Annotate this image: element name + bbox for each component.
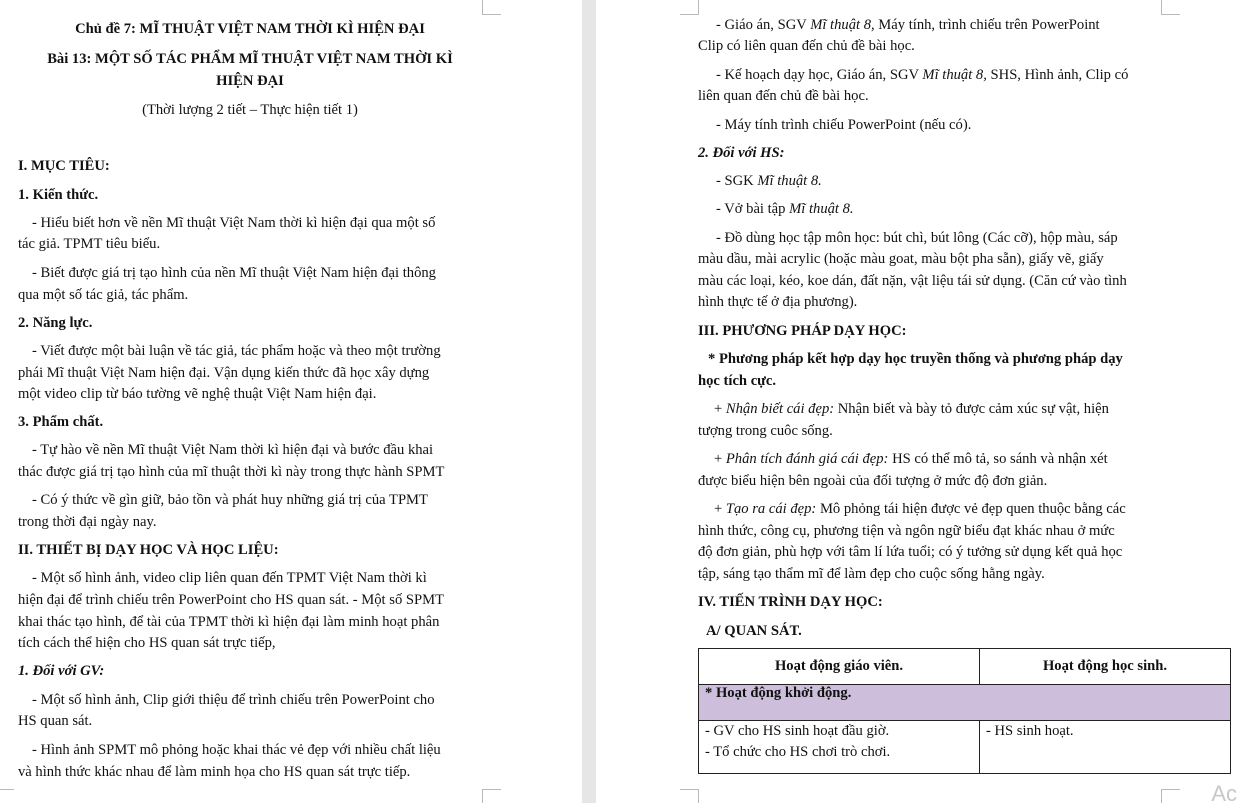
knowledge-1: - Hiểu biết hơn về nền Mĩ thuật Việt Nam thời kì hiện đại qua một số bbox=[32, 215, 436, 231]
student-2: - Vở bài tập Mĩ thuật 8. bbox=[716, 201, 854, 217]
crop-mark bbox=[680, 0, 699, 15]
student-activity-line: - HS sinh hoạt. bbox=[986, 723, 1074, 739]
knowledge-2-cont: qua một số tác giả, tác phẩm. bbox=[18, 287, 189, 303]
teacher-activity-line: - Tổ chức cho HS chơi trò chơi. bbox=[705, 744, 891, 760]
equipment-1: - Một số hình ảnh, video clip liên quan đến TPMT Việt Nam thời kì bbox=[32, 570, 427, 586]
equipment-1-cont3: tích cách thể hiện cho HS quan sát trực tiếp, bbox=[18, 635, 276, 651]
student-1: - SGK Mĩ thuật 8. bbox=[716, 173, 822, 189]
resource-2-cont: liên quan đến chủ đề bài học. bbox=[698, 88, 869, 104]
resource-1: - Giáo án, SGV Mĩ thuật 8, Máy tính, trình chiếu trên PowerPoint bbox=[716, 17, 1100, 33]
teacher-1: - Một số hình ảnh, Clip giới thiệu để trình chiếu trên PowerPoint cho bbox=[32, 692, 435, 708]
method-1-cont: học tích cực. bbox=[698, 373, 777, 389]
heading-ability: 2. Năng lực. bbox=[18, 315, 93, 331]
crop-mark bbox=[0, 789, 14, 803]
method-4-cont3: tập, sáng tạo thẩm mĩ để làm đẹp cho cuộc sống hằng ngày. bbox=[698, 566, 1045, 582]
resource-3: - Máy tính trình chiếu PowerPoint (nếu có). bbox=[716, 117, 972, 133]
crop-mark bbox=[1161, 789, 1180, 803]
crop-mark bbox=[680, 789, 699, 803]
section-objectives: I. MỤC TIÊU: bbox=[18, 158, 110, 174]
watermark-text: Ac bbox=[1211, 781, 1237, 803]
student-3-cont3: hình thực tế ở địa phương). bbox=[698, 294, 858, 310]
lesson-title-cont: HIỆN ĐẠI bbox=[216, 73, 284, 89]
col-header-student: Hoạt động học sinh. bbox=[980, 649, 1231, 685]
heading-for-teacher: 1. Đối với GV: bbox=[18, 663, 105, 679]
col-header-teacher: Hoạt động giáo viên. bbox=[699, 649, 980, 685]
equipment-1-cont: hiện đại để trình chiếu trên PowerPoint cho HS quan sát. - Một số SPMT bbox=[18, 592, 445, 608]
resource-2: - Kế hoạch dạy học, Giáo án, SGV Mĩ thuật 8, SHS, Hình ảnh, Clip có bbox=[716, 67, 1129, 83]
equipment-1-cont2: khai thác tạo hình, để tài của TPMT thời kì hiện đại làm minh hoạt phân bbox=[18, 614, 440, 630]
knowledge-1-cont: tác giả. TPMT tiêu biểu. bbox=[18, 236, 161, 252]
heading-knowledge: 1. Kiến thức. bbox=[18, 187, 99, 203]
ability-1: - Viết được một bài luận về tác giả, tác phẩm hoặc và theo một trường bbox=[32, 343, 441, 359]
teacher-1-cont: HS quan sát. bbox=[18, 713, 93, 729]
page-right bbox=[596, 0, 1241, 803]
student-3: - Đồ dùng học tập môn học: bút chì, bút lông (Các cỡ), hộp màu, sáp bbox=[716, 230, 1118, 246]
section-equipment: II. THIẾT BỊ DẠY HỌC VÀ HỌC LIỆU: bbox=[18, 542, 279, 558]
method-4-cont: hình thức, công cụ, phương tiện và ngôn ngữ biểu đạt khác nhau ở mức bbox=[698, 523, 1115, 539]
method-1: * Phương pháp kết hợp dạy học truyền thống và phương pháp dạy bbox=[708, 351, 1123, 367]
student-3-cont: màu dầu, mài acrylic (hoặc màu goat, màu bột pha sẵn), giấy vẽ, giấy bbox=[698, 251, 1104, 267]
heading-observe: A/ QUAN SÁT. bbox=[706, 623, 802, 639]
method-3: + Phân tích đánh giá cái đẹp: HS có thể mô tả, so sánh và nhận xét bbox=[714, 451, 1108, 467]
section-process: IV. TIẾN TRÌNH DẠY HỌC: bbox=[698, 594, 883, 610]
student-3-cont2: màu các loại, kéo, koe dán, đất nặn, vật liệu tái sử dụng. (Căn cứ vào tình bbox=[698, 273, 1127, 289]
ability-1-cont2: một video clip từ báo tường vẽ nghệ thuật Việt Nam hiện đại. bbox=[18, 386, 377, 402]
crop-mark bbox=[482, 0, 501, 15]
quality-2-cont: trong thời đại ngày nay. bbox=[18, 514, 157, 530]
page-left bbox=[0, 0, 582, 803]
lesson-title: Bài 13: MỘT SỐ TÁC PHẨM MĨ THUẬT VIỆT NAM THỜI KÌ bbox=[47, 51, 453, 67]
activity-band: * Hoạt động khởi động. bbox=[699, 685, 1231, 721]
resource-1-cont: Clip có liên quan đến chủ đề bài học. bbox=[698, 38, 915, 54]
crop-mark bbox=[0, 0, 18, 14]
teacher-activity-cell bbox=[699, 721, 980, 774]
crop-mark bbox=[1161, 0, 1180, 15]
method-4: + Tạo ra cái đẹp: Mô phỏng tái hiện được vẻ đẹp quen thuộc bằng các bbox=[714, 501, 1126, 517]
knowledge-2: - Biết được giá trị tạo hình của nền Mĩ thuật Việt Nam hiện đại thông bbox=[32, 265, 436, 281]
teacher-2-cont: và hình thức khác nhau để làm minh họa cho HS quan sát trực tiếp. bbox=[18, 764, 411, 780]
quality-1: - Tự hào về nền Mĩ thuật Việt Nam thời kì hiện đại và bước đầu khai bbox=[32, 442, 434, 458]
method-2: + Nhận biết cái đẹp: Nhận biết và bày tỏ được cảm xúc sự vật, hiện bbox=[714, 401, 1109, 417]
section-methods: III. PHƯƠNG PHÁP DẠY HỌC: bbox=[698, 323, 907, 339]
teacher-activity-line: - GV cho HS sinh hoạt đầu giờ. bbox=[705, 723, 890, 739]
crop-mark bbox=[482, 789, 501, 803]
student-activity-cell bbox=[980, 721, 1231, 774]
teacher-2: - Hình ảnh SPMT mô phỏng hoặc khai thác vẻ đẹp với nhiều chất liệu bbox=[32, 742, 441, 758]
quality-2: - Có ý thức về gìn giữ, bảo tồn và phát huy những giá trị của TPMT bbox=[32, 492, 428, 508]
quality-1-cont: thác được giá trị tạo hình của mĩ thuật thời kì này trong thực hành SPMT bbox=[18, 464, 445, 480]
method-2-cont: tượng trong cuôc sống. bbox=[698, 423, 833, 439]
ability-1-cont: phái Mĩ thuật Việt Nam hiện đại. Vận dụng kiến thức đã học xây dựng bbox=[18, 365, 430, 381]
heading-for-student: 2. Đối với HS: bbox=[698, 145, 785, 161]
method-3-cont: được biểu hiện bên ngoài của đối tượng ở mức độ đơn giản. bbox=[698, 473, 1048, 489]
activity-table bbox=[698, 648, 1231, 774]
method-4-cont2: độ đơn giản, phù hợp với tâm lí lứa tuổi; có ý tưởng sử dụng kết quả học bbox=[698, 544, 1123, 560]
duration: (Thời lượng 2 tiết – Thực hiện tiết 1) bbox=[142, 102, 358, 118]
chapter-title: Chủ đề 7: MĨ THUẬT VIỆT NAM THỜI KÌ HIỆN ĐẠI bbox=[75, 21, 425, 37]
heading-quality: 3. Phẩm chất. bbox=[18, 414, 104, 430]
